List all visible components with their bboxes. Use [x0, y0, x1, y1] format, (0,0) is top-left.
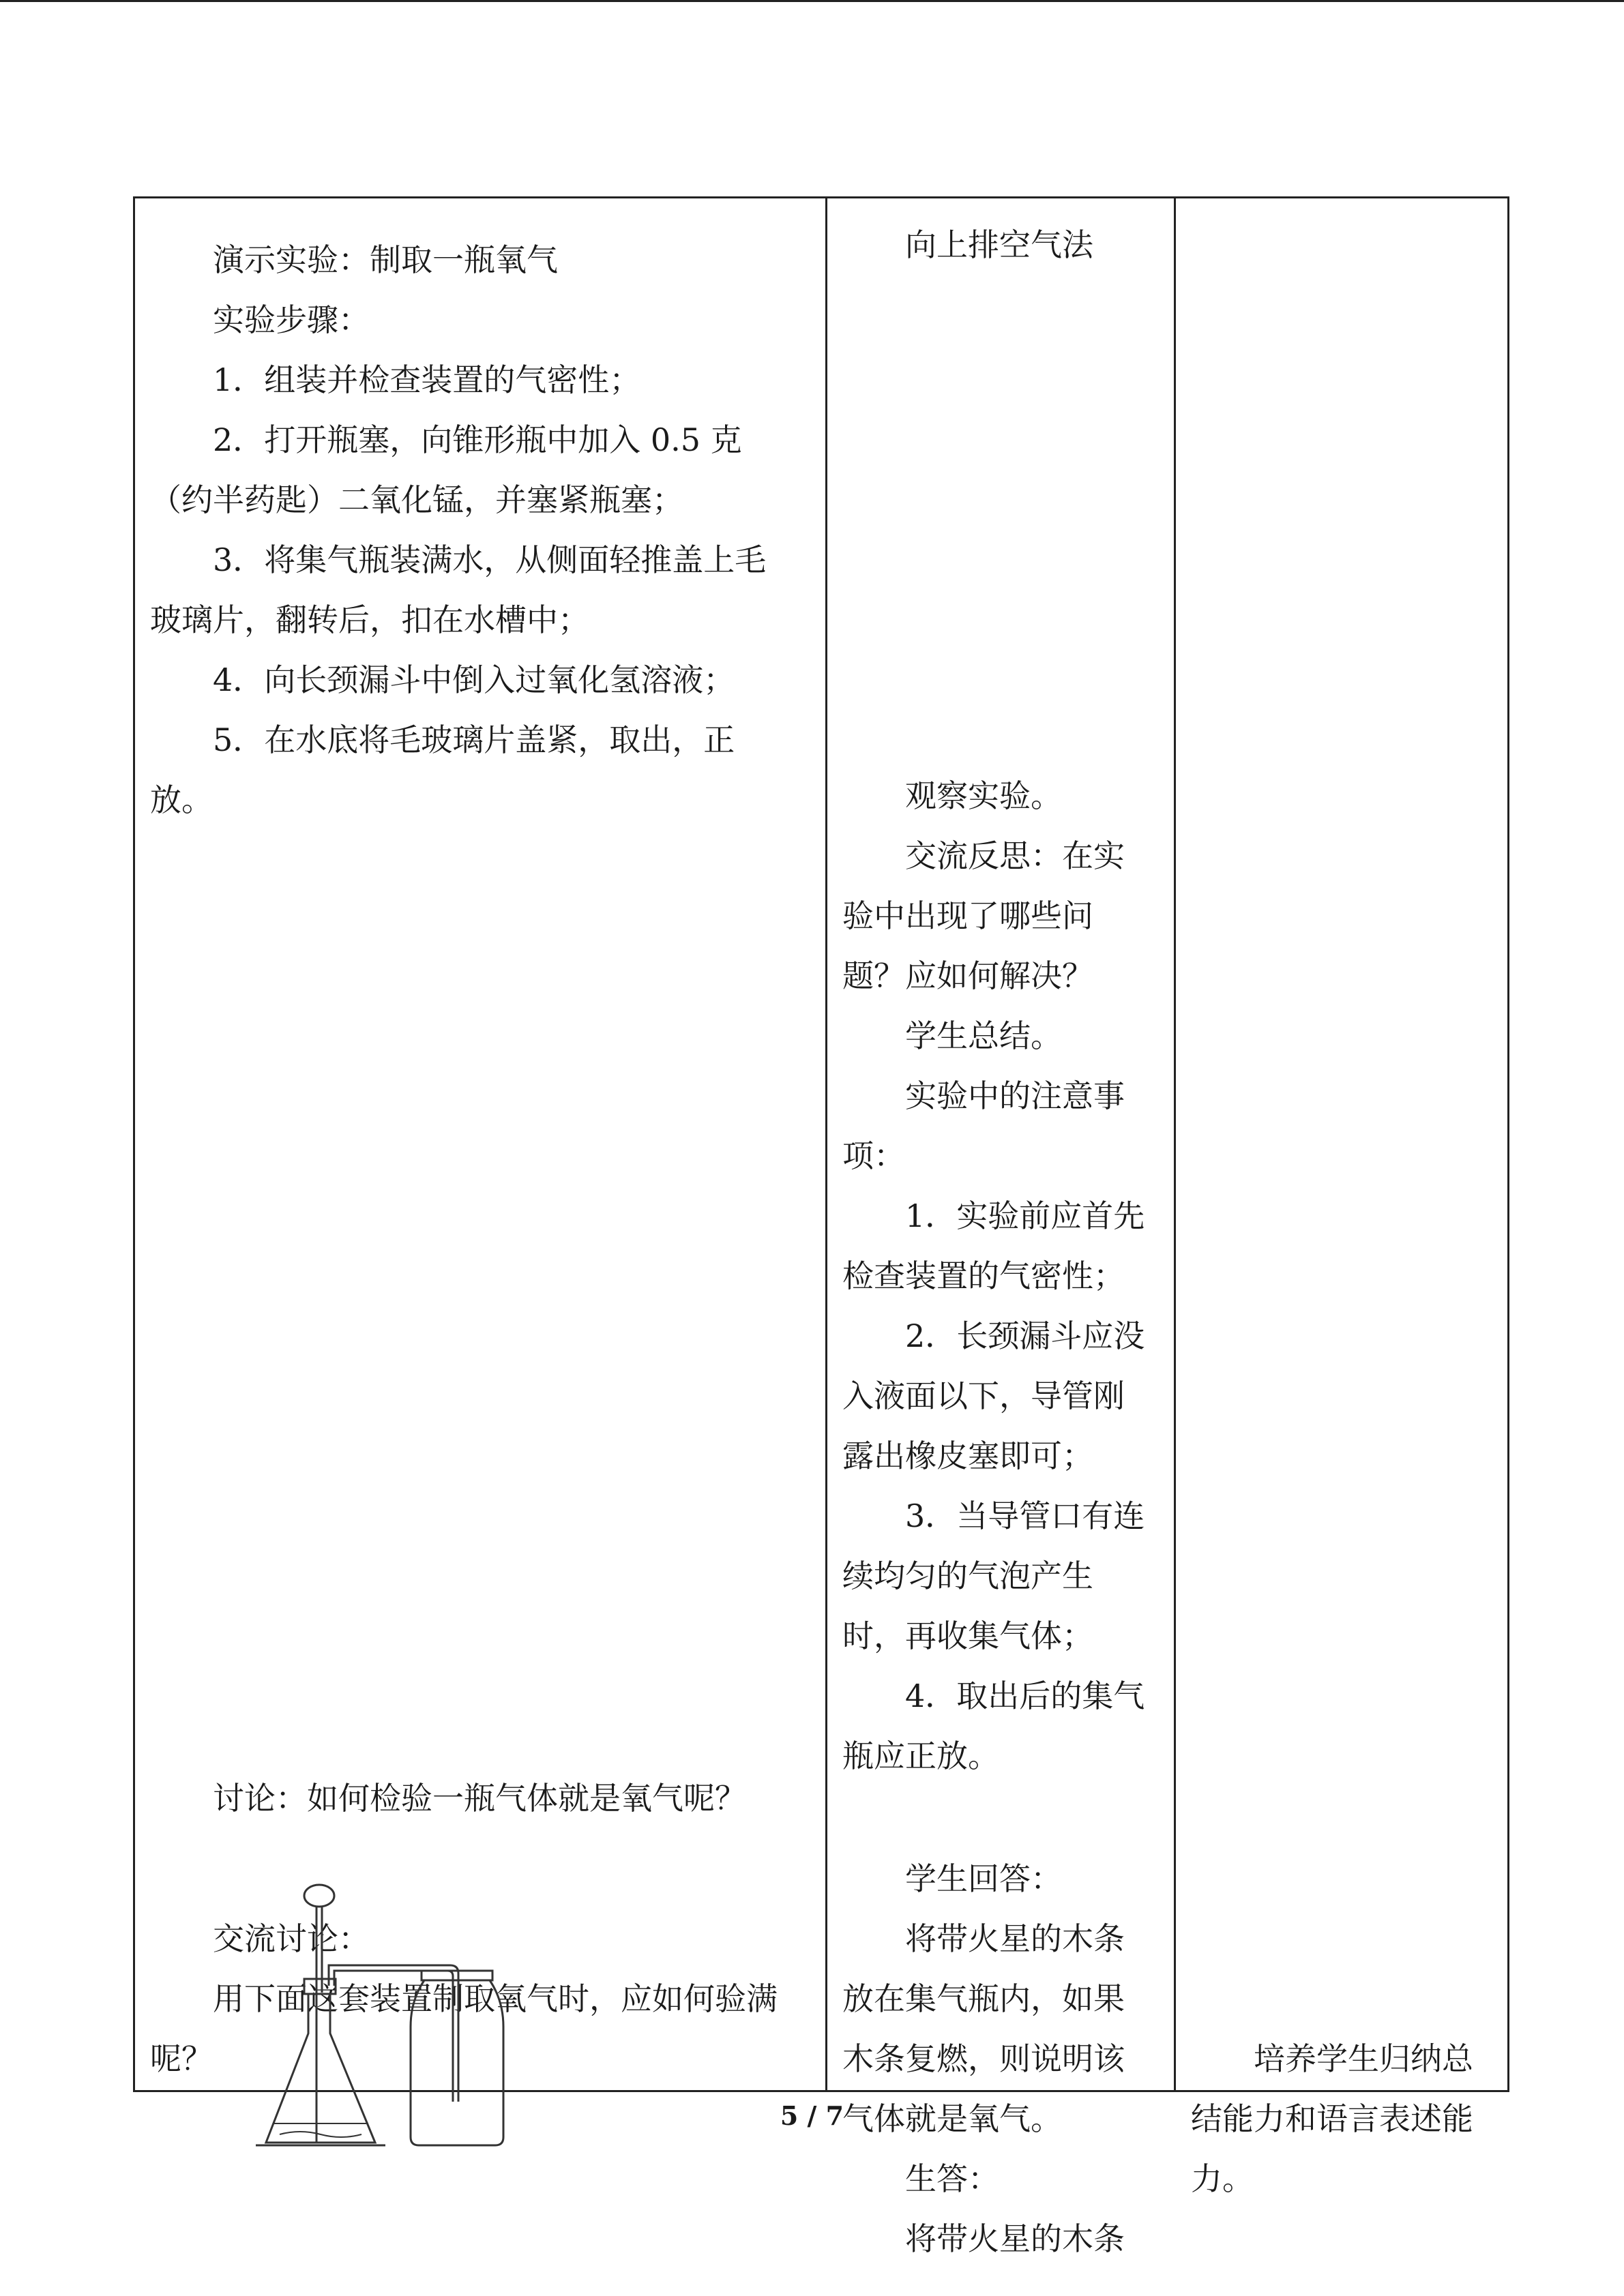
funnel-bulb [304, 1885, 334, 1907]
verify-question-end: 呢？ [150, 2040, 213, 2077]
collection-method: 向上排空气法 [905, 226, 1093, 263]
col1-line: （约半药匙）二氧化锰，并塞紧瓶塞； [150, 481, 683, 518]
col2-line: 题？应如何解决？ [842, 957, 1093, 994]
verify-question: 用下面这套装置制取氧气时，应如何验满 [213, 1980, 778, 2017]
student-activity-cell [827, 198, 1175, 2257]
delivery-tube-inner [334, 1971, 453, 2102]
manganese-dioxide [280, 2132, 361, 2137]
col1-line: 5．在水底将毛玻璃片盖紧，取出，正 [213, 721, 735, 758]
col1-line: 实验步骤： [213, 301, 370, 338]
col2-line: 瓶应正放。 [842, 1738, 999, 1774]
page-number: 5 / 7 [780, 2100, 844, 2131]
table-row [134, 198, 1509, 2091]
teacher-activity-cell [134, 198, 827, 2091]
discussion-question: 讨论：如何检验一瓶气体就是氧气呢？ [213, 1780, 746, 1817]
col1-line: 演示实验：制取一瓶氧气 [213, 241, 558, 278]
answer-line: 学生回答： [905, 1860, 1062, 1897]
col2-line: 检查装置的气密性； [842, 1257, 1125, 1294]
answer-line: 气体就是氧气。 [842, 2100, 1062, 2137]
delivery-tube [329, 1965, 458, 2102]
col2-line: 验中出现了哪些问 [842, 897, 1093, 934]
col2-line: 项： [842, 1137, 905, 1174]
col2-line: 时，再收集气体； [842, 1617, 1093, 1654]
bottle-neck [422, 1971, 492, 1980]
col1-line: 4．向长颈漏斗中倒入过氧化氢溶液； [213, 661, 735, 698]
answer-line: 放在集气瓶内，如果 [842, 1980, 1125, 2017]
col2-line: 观察实验。 [905, 777, 1062, 814]
col1-line: 2．打开瓶塞，向锥形瓶中加入 0.5 克 [213, 421, 742, 458]
intent-line: 结能力和语言表述能 [1191, 2100, 1473, 2137]
answer-line: 将带火星的木条 [905, 1920, 1125, 1957]
col2-line: 3．当导管口有连 [905, 1497, 1145, 1534]
stopper [304, 1979, 336, 1994]
col2-line: 4．取出后的集气 [905, 1678, 1145, 1714]
col2-line: 实验中的注意事 [905, 1077, 1125, 1114]
col2-line: 入液面以下，导管刚 [842, 1377, 1125, 1414]
intent-line: 力。 [1191, 2160, 1254, 2197]
answer-line: 木条复燃，则说明该 [842, 2040, 1125, 2077]
col1-line: 玻璃片，翻转后，扣在水槽中； [150, 601, 589, 638]
design-intent-cell [1175, 198, 1509, 2197]
col2-line: 1．实验前应首先 [905, 1197, 1145, 1234]
intent-line: 培养学生归纳总 [1254, 2040, 1473, 2077]
top-border [0, 0, 1624, 2]
col1-line: 1．组装并检查装置的气密性； [213, 361, 641, 398]
exchange-heading: 交流讨论： [213, 1920, 370, 1957]
answer-line: 将带火星的木条 [905, 2220, 1125, 2257]
col2-line: 露出橡皮塞即可； [842, 1437, 1093, 1474]
col2-line: 2．长颈漏斗应没 [905, 1317, 1145, 1354]
col2-line: 续均匀的气泡产生 [842, 1557, 1093, 1594]
col1-line: 放。 [150, 781, 213, 818]
col1-line: 3．将集气瓶装满水，从侧面轻推盖上毛 [213, 541, 767, 578]
col2-line: 学生总结。 [905, 1017, 1062, 1054]
answer-line: 生答： [905, 2160, 999, 2197]
col2-line: 交流反思：在实 [905, 837, 1125, 874]
